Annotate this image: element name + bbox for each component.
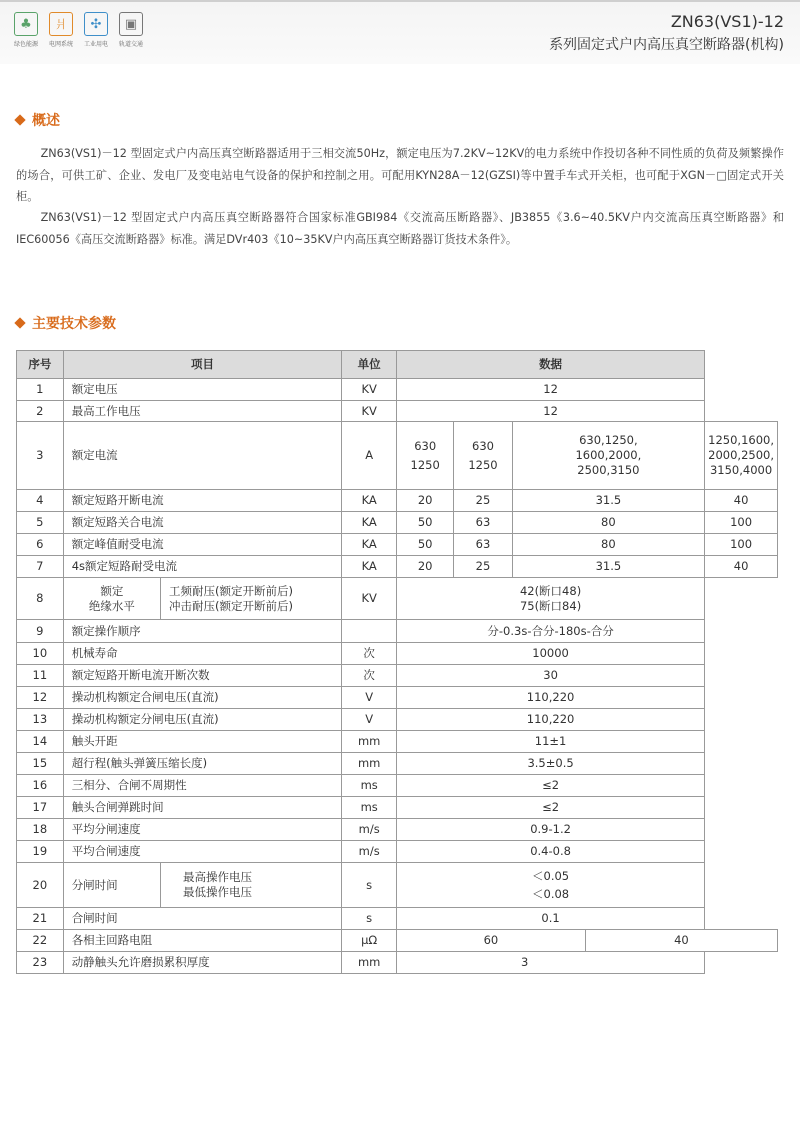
row-value: 3.5±0.5 bbox=[397, 753, 705, 775]
overview-paragraph-2: ZN63(VS1)－12 型固定式户内高压真空断路器符合国家标准GBI984《交流高压断路器》、JB3855《3.6~40.5KV户内交流高压真空断路器》和IEC60056《高压交流断路器》标准。满足DVr403《10~35KV户内高压真空断路器订货技术条件》。 bbox=[16, 211, 784, 246]
row-no: 14 bbox=[17, 731, 64, 753]
row-item-sub bbox=[161, 863, 342, 908]
row-unit: ms bbox=[342, 797, 397, 819]
table-row bbox=[17, 687, 778, 709]
row-no: 7 bbox=[17, 556, 64, 578]
train-icon: ▣ bbox=[119, 12, 143, 36]
overview-heading bbox=[16, 110, 60, 130]
row-no: 18 bbox=[17, 819, 64, 841]
row-unit bbox=[342, 620, 397, 643]
overview-paragraph-1: ZN63(VS1)－12 型固定式户内高压真空断路器适用于三相交流50Hz，额定电压为7.2KV~12KV的电力系统中作投切各种不同性质的负荷及频繁操作的场合，可供工矿、企业、发电厂及变电站电气设备的保护和控制之用。可配用KYN28A－12(GZSI)等中置手车式开关柜，也可配于XGN－□固定式开关柜。 bbox=[16, 147, 784, 203]
row-item: 三相分、合闸不周期性 bbox=[63, 775, 342, 797]
row-value: 80 bbox=[512, 512, 705, 534]
row-item: 合闸时间 bbox=[63, 908, 342, 930]
model-subtitle: 系列固定式户内高压真空断路器(机构) bbox=[549, 37, 784, 53]
row-no: 21 bbox=[17, 908, 64, 930]
cell-line: 42(断口48) bbox=[519, 583, 582, 598]
row-no: 9 bbox=[17, 620, 64, 643]
cell-line: 3150,4000 bbox=[709, 463, 773, 477]
tree-icon: ♣ bbox=[14, 12, 38, 36]
table-row bbox=[17, 620, 778, 643]
category-logos bbox=[12, 12, 145, 48]
row-value: 12 bbox=[397, 379, 705, 401]
row-item: 最高工作电压 bbox=[63, 401, 342, 422]
row-value: 40 bbox=[705, 490, 778, 512]
table-row bbox=[17, 401, 778, 422]
header-unit: 单位 bbox=[342, 351, 397, 379]
row-value: 50 bbox=[397, 534, 454, 556]
cell-line: 2500,3150 bbox=[577, 463, 640, 477]
table-row bbox=[17, 841, 778, 863]
header-item: 项目 bbox=[63, 351, 342, 379]
params-heading bbox=[16, 313, 116, 333]
row-value bbox=[454, 422, 512, 490]
row-no: 12 bbox=[17, 687, 64, 709]
row-no: 10 bbox=[17, 643, 64, 665]
cell-line: 630,1250, bbox=[579, 433, 638, 447]
cell-line: 最高操作电压 bbox=[183, 870, 253, 884]
row-value: 63 bbox=[454, 534, 512, 556]
row-item: 超行程(触头弹簧压缩长度) bbox=[63, 753, 342, 775]
cell-line: 1600,2000, bbox=[575, 448, 642, 462]
cell-line: 最低操作电压 bbox=[183, 885, 253, 899]
row-value bbox=[397, 578, 705, 620]
row-no: 19 bbox=[17, 841, 64, 863]
row-item: 额定短路关合电流 bbox=[63, 512, 342, 534]
table-row bbox=[17, 952, 778, 974]
row-value: 60 bbox=[397, 930, 586, 952]
table-row bbox=[17, 863, 778, 908]
cell-line: 冲击耐压(额定开断前后) bbox=[169, 598, 293, 613]
table-row bbox=[17, 534, 778, 556]
logo-grid-system bbox=[47, 12, 75, 48]
row-unit: V bbox=[342, 687, 397, 709]
table-row bbox=[17, 775, 778, 797]
row-unit: KA bbox=[342, 490, 397, 512]
row-value: 0.9-1.2 bbox=[397, 819, 705, 841]
row-no: 11 bbox=[17, 665, 64, 687]
row-no: 3 bbox=[17, 422, 64, 490]
row-value: 0.1 bbox=[397, 908, 705, 930]
row-unit: A bbox=[342, 422, 397, 490]
cell-line: 630 bbox=[414, 438, 437, 453]
row-value: 100 bbox=[705, 512, 778, 534]
row-value bbox=[397, 863, 705, 908]
logo-caption: 工业用电 bbox=[83, 41, 108, 48]
row-value: 25 bbox=[454, 556, 512, 578]
diamond-bullet-icon bbox=[14, 317, 25, 328]
table-row bbox=[17, 753, 778, 775]
row-item: 操动机构额定分闸电压(直流) bbox=[63, 709, 342, 731]
table-row bbox=[17, 379, 778, 401]
logo-caption: 电网系统 bbox=[48, 41, 73, 48]
table-row bbox=[17, 709, 778, 731]
row-value: 100 bbox=[705, 534, 778, 556]
row-value: 30 bbox=[397, 665, 705, 687]
header-no: 序号 bbox=[17, 351, 64, 379]
row-no: 6 bbox=[17, 534, 64, 556]
cell-line: 1250 bbox=[410, 457, 440, 472]
row-unit: 次 bbox=[342, 643, 397, 665]
overview-title: 概述 bbox=[32, 113, 60, 129]
row-item: 各相主回路电阻 bbox=[63, 930, 342, 952]
row-unit: KA bbox=[342, 556, 397, 578]
row-item-sub bbox=[161, 578, 342, 620]
row-item-group bbox=[63, 578, 160, 620]
cell-line: 1250 bbox=[468, 457, 498, 472]
table-row bbox=[17, 578, 778, 620]
diamond-bullet-icon bbox=[14, 114, 25, 125]
row-item: 平均合闸速度 bbox=[63, 841, 342, 863]
row-value: 10000 bbox=[397, 643, 705, 665]
row-item: 4s额定短路耐受电流 bbox=[63, 556, 342, 578]
cell-line: 绝缘水平 bbox=[88, 598, 135, 613]
row-value: 20 bbox=[397, 556, 454, 578]
table-row bbox=[17, 930, 778, 952]
table-row bbox=[17, 665, 778, 687]
row-unit: s bbox=[342, 908, 397, 930]
row-unit: KA bbox=[342, 534, 397, 556]
row-unit: V bbox=[342, 709, 397, 731]
model-title: ZN63(VS1)-12 bbox=[670, 12, 784, 31]
row-unit: 次 bbox=[342, 665, 397, 687]
row-item: 触头开距 bbox=[63, 731, 342, 753]
row-item: 额定峰值耐受电流 bbox=[63, 534, 342, 556]
row-item: 分闸时间 bbox=[63, 863, 160, 908]
row-item: 动静触头允许磨损累积厚度 bbox=[63, 952, 342, 974]
pylon-icon: 爿 bbox=[49, 12, 73, 36]
row-no: 23 bbox=[17, 952, 64, 974]
row-unit: KV bbox=[342, 578, 397, 620]
table-row bbox=[17, 490, 778, 512]
cell-line: 630 bbox=[472, 438, 494, 453]
row-unit: s bbox=[342, 863, 397, 908]
table-row bbox=[17, 643, 778, 665]
row-unit: KV bbox=[342, 401, 397, 422]
row-item: 触头合闸弹跳时间 bbox=[63, 797, 342, 819]
row-no: 20 bbox=[17, 863, 64, 908]
row-no: 13 bbox=[17, 709, 64, 731]
row-value bbox=[705, 422, 778, 490]
params-title: 主要技术参数 bbox=[32, 316, 116, 332]
row-value: 25 bbox=[454, 490, 512, 512]
row-item: 额定操作顺序 bbox=[63, 620, 342, 643]
logo-caption: 轨道交通 bbox=[118, 41, 143, 48]
row-value: ≤2 bbox=[397, 775, 705, 797]
table-row bbox=[17, 422, 778, 490]
row-no: 1 bbox=[17, 379, 64, 401]
row-value: 分-0.3s-合分-180s-合分 bbox=[397, 620, 705, 643]
row-item: 机械寿命 bbox=[63, 643, 342, 665]
row-value: 11±1 bbox=[397, 731, 705, 753]
logo-caption: 绿色能源 bbox=[13, 41, 38, 48]
logo-green-energy bbox=[12, 12, 40, 48]
row-unit: KA bbox=[342, 512, 397, 534]
table-row bbox=[17, 512, 778, 534]
row-value: 12 bbox=[397, 401, 705, 422]
table-header-row bbox=[17, 351, 778, 379]
row-unit: ms bbox=[342, 775, 397, 797]
row-value: 20 bbox=[397, 490, 454, 512]
table-row bbox=[17, 556, 778, 578]
row-value: 31.5 bbox=[512, 556, 705, 578]
row-value: 110,220 bbox=[397, 687, 705, 709]
cell-line: ＜0.08 bbox=[532, 886, 570, 901]
cell-line: 75(断口84) bbox=[519, 598, 582, 613]
header-data: 数据 bbox=[397, 351, 705, 379]
row-value: 31.5 bbox=[512, 490, 705, 512]
row-value: 50 bbox=[397, 512, 454, 534]
row-value bbox=[512, 422, 705, 490]
row-no: 8 bbox=[17, 578, 64, 620]
table-row bbox=[17, 731, 778, 753]
row-item: 额定短路开断电流 bbox=[63, 490, 342, 512]
row-value: 63 bbox=[454, 512, 512, 534]
row-no: 4 bbox=[17, 490, 64, 512]
row-unit: mm bbox=[342, 753, 397, 775]
cell-line: 额定 bbox=[100, 583, 124, 598]
row-item: 额定电压 bbox=[63, 379, 342, 401]
row-no: 5 bbox=[17, 512, 64, 534]
row-value: 80 bbox=[512, 534, 705, 556]
row-value: 0.4-0.8 bbox=[397, 841, 705, 863]
row-value bbox=[397, 422, 454, 490]
row-unit: KV bbox=[342, 379, 397, 401]
row-no: 15 bbox=[17, 753, 64, 775]
row-unit: μΩ bbox=[342, 930, 397, 952]
row-item: 额定短路开断电流开断次数 bbox=[63, 665, 342, 687]
wind-turbine-icon: ✣ bbox=[84, 12, 108, 36]
logo-rail-transit bbox=[117, 12, 145, 48]
row-unit: mm bbox=[342, 731, 397, 753]
row-value: 40 bbox=[705, 556, 778, 578]
row-item: 额定电流 bbox=[63, 422, 342, 490]
cell-line: 2000,2500, bbox=[708, 448, 774, 462]
cell-line: 1250,1600, bbox=[708, 433, 774, 447]
row-no: 17 bbox=[17, 797, 64, 819]
row-value: 3 bbox=[397, 952, 705, 974]
row-item: 平均分闸速度 bbox=[63, 819, 342, 841]
cell-line: ＜0.05 bbox=[532, 868, 570, 883]
row-item: 操动机构额定合闸电压(直流) bbox=[63, 687, 342, 709]
spec-table bbox=[16, 350, 778, 974]
table-row bbox=[17, 797, 778, 819]
cell-line: 工频耐压(额定开断前后) bbox=[169, 583, 293, 598]
row-unit: mm bbox=[342, 952, 397, 974]
row-no: 22 bbox=[17, 930, 64, 952]
row-value: 40 bbox=[585, 930, 777, 952]
row-unit: m/s bbox=[342, 841, 397, 863]
row-no: 2 bbox=[17, 401, 64, 422]
table-row bbox=[17, 908, 778, 930]
row-value: 110,220 bbox=[397, 709, 705, 731]
row-unit: m/s bbox=[342, 819, 397, 841]
header-rule bbox=[0, 0, 800, 2]
page-header bbox=[0, 0, 800, 64]
logo-industrial-power bbox=[82, 12, 110, 48]
row-no: 16 bbox=[17, 775, 64, 797]
table-row bbox=[17, 819, 778, 841]
row-value: ≤2 bbox=[397, 797, 705, 819]
